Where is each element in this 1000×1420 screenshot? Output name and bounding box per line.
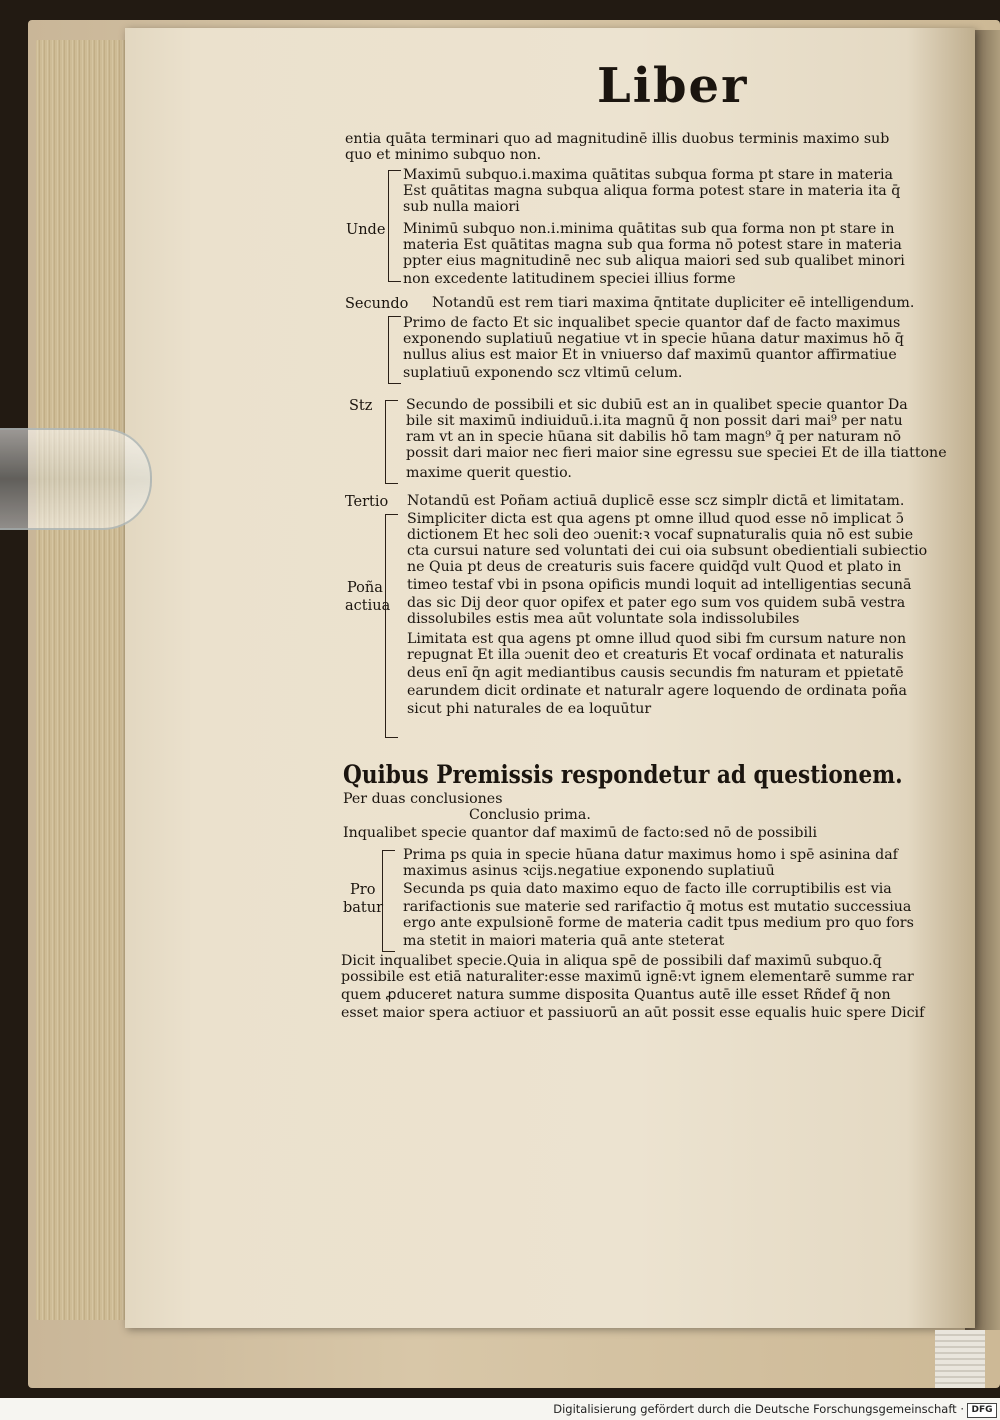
text-line: Secunda ps quia dato maximo equo de facto ille corruptibilis est via (403, 881, 892, 897)
text-line: quo et minimo subquo non. (345, 147, 542, 163)
page-title: Liber (597, 58, 749, 114)
margin-note: Poña (347, 580, 383, 596)
text-line: quem ꝓduceret natura summe disposita Quantus autē ille esset Rñdef q̄ non (341, 987, 891, 1003)
text-line: non excedente latitudinem speciei illius forme (403, 271, 736, 287)
text-line: repugnat Et illa ɔuenit deo et creaturis Et vocaf ordinata et naturalis (407, 647, 904, 663)
text-line: esset maior spera actiuor et passiuorū an aūt possit esse equalis huic spere Dicif (341, 1005, 925, 1021)
bracket (388, 170, 401, 282)
text-line: dissolubiles estis mea aūt voluntate sola indissolubiles (407, 611, 800, 627)
text-line: Dicit inqualibet specie.Quia in aliqua spē de possibili daf maximū subquo.q̄ (341, 953, 882, 969)
text-line: Notandū est rem tiari maxima q̄ntitate dupliciter eē intelligendum. (432, 295, 915, 311)
text-line: dictionem Et hec soli deo ɔuenit:ꝛ vocaf supnaturalis quia nō est subie (407, 527, 914, 543)
text-line: Minimū subquo non.i.minima quātitas sub qua forma non pt stare in (403, 221, 895, 237)
bookmark-ribbon (935, 1330, 985, 1388)
text-line: ppter eius magnitudinē nec sub aliqua maiori sed sub qualibet minori (403, 253, 905, 269)
text-line: ma stetit in maiori materia quā ante steterat (403, 933, 725, 949)
text-line: Simpliciter dicta est qua agens pt omne illud quod esse nō implicat ɔ̄ (407, 511, 904, 527)
text-line: suplatiuū exponendo scz vltimū celum. (403, 365, 683, 381)
text-line: ram vt an in specie hūana sit dabilis hō tam magn⁹ q̄ per naturam nō (406, 429, 902, 445)
text-line: Primo de facto Et sic inqualibet specie quantor daf de facto maximus (403, 315, 901, 331)
dfg-logo: DFG (967, 1403, 997, 1418)
text-line: bile sit maximū indiuiduū.i.ita magnū q̄ non possit dari mai⁹ per natu (406, 413, 903, 429)
margin-note: actiua (345, 598, 391, 614)
bracket (385, 400, 398, 484)
text-line: sub nulla maiori (403, 199, 520, 215)
text-line: das sic Dij deor quor opifex et pater ego sum vos quidem subā vestra (407, 595, 906, 611)
text-line: earundem dicit ordinate et naturalr agere loquendo de ordinata poña (407, 683, 907, 699)
text-line: deus enī q̄n agit mediantibus causis secundis fm naturam et ppietatē (407, 665, 904, 681)
text-line: sicut phi naturales de ea loquūtur (407, 701, 652, 717)
margin-note: Tertio (345, 494, 389, 510)
text-line: Secundo de possibili et sic dubiū est an in qualibet specie quantor Da (406, 397, 908, 413)
text-line: nullus alius est maior Et in vniuerso daf maximū quantor affirmatiue (403, 347, 897, 363)
margin-note: Pro (350, 882, 376, 898)
text-line: maximus asinus ꝛcijs.negatiue exponendo suplatiuū (403, 863, 775, 879)
text-line: Per duas conclusiones (343, 791, 503, 807)
bracket (385, 514, 398, 738)
text-line: ergo ante expulsionē forme de materia cadit tpus medium pro quo fors (403, 915, 914, 931)
text-line: Notandū est Poñam actiuā duplicē esse scz simplr dictā et limitatam. (407, 493, 905, 509)
text-line: Est quātitas magna subqua aliqua forma potest stare in materia ita q̄ (403, 183, 901, 199)
text-line: Prima ps quia in specie hūana datur maximus homo i spē asinina daf (403, 847, 898, 863)
text-line: exponendo suplatiuū negatiue vt in specie hūana datur maximus hō q̄ (403, 331, 904, 347)
text-line: maxime querit questio. (406, 465, 572, 481)
margin-note: batur (343, 900, 384, 916)
text-line: timeo testaf vbi in psona opificis mundi loquit ad intelligentias secunā (407, 577, 912, 593)
text-line: ne Quia pt deus de creaturis suis facere quidq̄d vult Quod et plato in (407, 559, 902, 575)
text-line: materia Est quātitas magna sub qua forma nō potest stare in materia (403, 237, 902, 253)
margin-note: Unde (346, 222, 386, 238)
bracket (382, 850, 395, 952)
text-line: Inqualibet specie quantor daf maximū de facto:sed nō de possibili (343, 825, 818, 841)
page-edges (36, 40, 138, 1320)
text-line: possit dari maior nec fieri maior sine egressu sue speciei Et de illa tiattone (406, 445, 947, 461)
bracket (388, 316, 401, 384)
text-line: Maximū subquo.i.maxima quātitas subqua forma pt stare in materia (403, 167, 894, 183)
text-line: Limitata est qua agens pt omne illud quod sibi fm cursum nature non (407, 631, 907, 647)
text-line: rarifactionis sue materie sed rarifactio q̄ motus est mutatio successiua (403, 899, 912, 915)
text-line: Conclusio prima. (469, 807, 591, 823)
footer-credit: Digitalisierung gefördert durch die Deutsche Forschungsgemeinschaft · (553, 1402, 964, 1416)
text-line: cta cursui nature sed voluntati dei cui oia subsunt obedientiali subiectio (407, 543, 928, 559)
text-line: possibile est etiā naturaliter:esse maximū ignē:vt ignem elementarē summe rar (341, 969, 914, 985)
section-heading: Quibus Premissis respondetur ad questionem. (343, 760, 903, 789)
glass-page-weight (0, 428, 152, 530)
margin-note: Stz (349, 398, 373, 414)
margin-note: Secundo (345, 296, 409, 312)
text-line: entia quāta terminari quo ad magnitudinē illis duobus terminis maximo sub (345, 131, 890, 147)
